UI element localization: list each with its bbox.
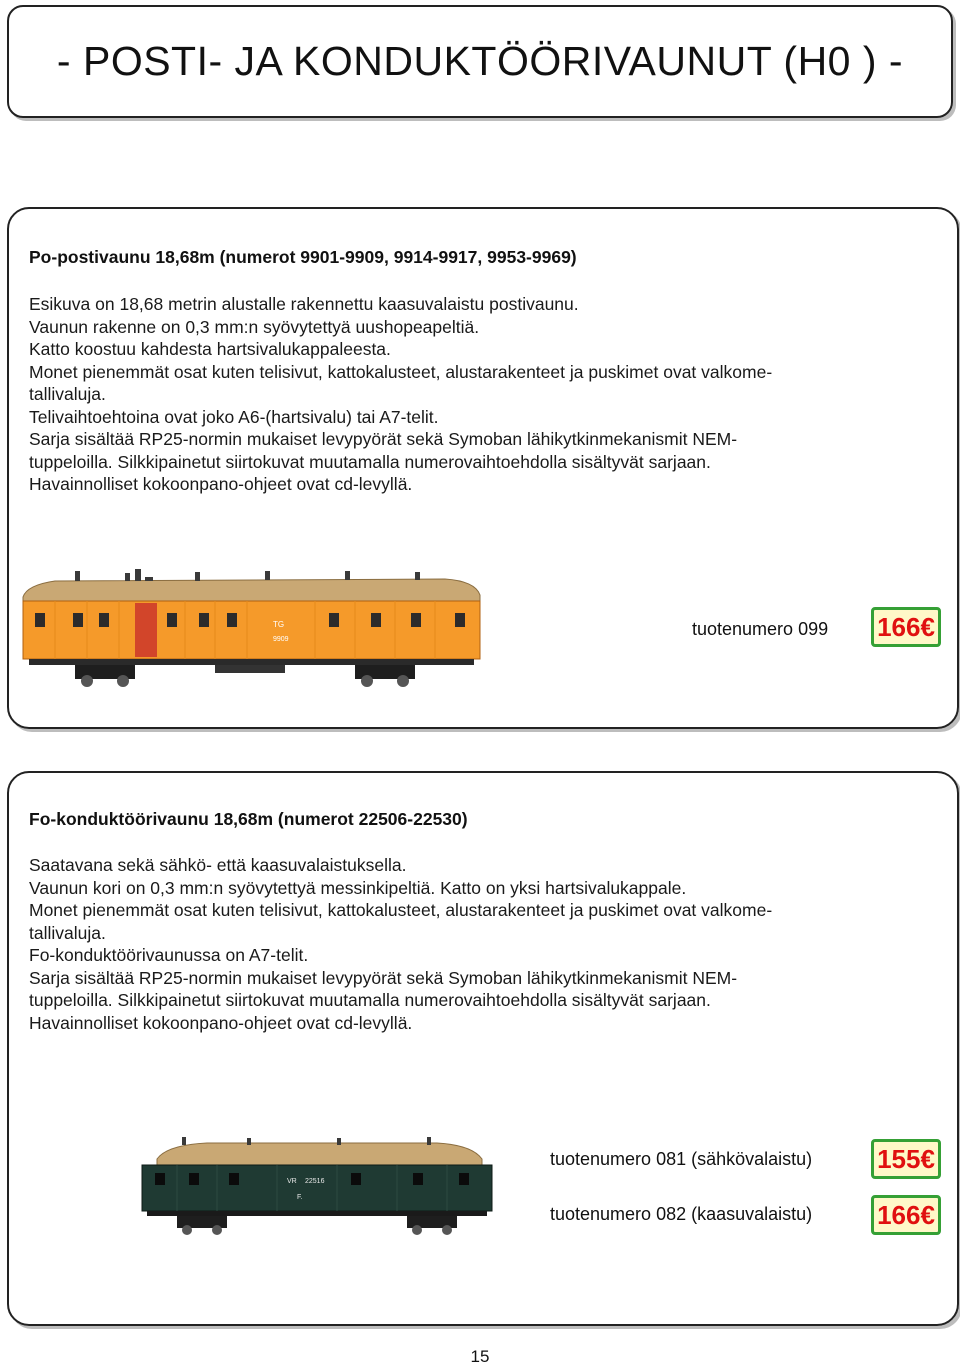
product-code-label: tuotenumero 099 xyxy=(692,619,829,639)
description-line: Katto koostuu kahdesta hartsivalukappaleesta. xyxy=(29,339,391,359)
description-line: Fo-konduktöörivaunussa on A7-telit. xyxy=(29,945,309,965)
car-operator: VR xyxy=(287,1178,297,1185)
car-number: 9909 xyxy=(273,636,289,643)
section-heading: Po-postivaunu 18,68m (numerot 9901-9909, 9914-9917, 9953-9969) xyxy=(29,247,577,267)
product-code-label: tuotenumero 081 (sähkövalaistu) xyxy=(550,1149,813,1169)
description-line: Monet pienemmät osat kuten telisivut, kattokalusteet, alustarakenteet ja puskimet ovat valkome- xyxy=(29,361,773,382)
orange-post-car-image xyxy=(15,569,485,689)
description-line: Sarja sisältää RP25-normin mukaiset levypyörät sekä Symoban lähikytkinmekanismit NEM- xyxy=(29,429,738,449)
title-box xyxy=(7,5,953,118)
section-description xyxy=(29,293,929,496)
green-conductor-car-image xyxy=(137,1137,497,1237)
description-line: Telivaihtoehtoina ovat joko A6-(hartsivalu) tai A7-telit. xyxy=(29,406,439,427)
page-title: - POSTI- JA KONDUKTÖÖRIVAUNUT (H0 ) - xyxy=(56,38,904,84)
price-value: 155€ xyxy=(877,1143,935,1174)
description-line: Vaunun kori on 0,3 mm:n syövytettyä messinkipeltiä. Katto on yksi hartsivalukappale. xyxy=(29,877,687,898)
price-badge xyxy=(871,1139,941,1179)
description-line: tuppeloilla. Silkkipainetut siirtokuvat muutamalla numerovaihtoehdolla sisältyvät sarjaan. xyxy=(29,990,711,1010)
price-value: 166€ xyxy=(877,611,935,642)
section-description xyxy=(29,854,929,1034)
price-badge xyxy=(871,607,941,647)
description-line: tallivaluja. xyxy=(29,384,106,404)
car-number: 22516 xyxy=(305,1178,325,1185)
description-line: Havainnolliset kokoonpano-ohjeet ovat cd-levyllä. xyxy=(29,1012,413,1033)
description-line: Saatavana sekä sähkö- että kaasuvalaistuksella. xyxy=(29,855,407,875)
description-line: Esikuva on 18,68 metrin alustalle rakennettu kaasuvalaistu postivaunu. xyxy=(29,294,579,314)
description-line: tallivaluja. xyxy=(29,922,106,943)
product-code-label: tuotenumero 082 (kaasuvalaistu) xyxy=(550,1204,813,1224)
description-line: Monet pienemmät osat kuten telisivut, kattokalusteet, alustarakenteet ja puskimet ovat valkome- xyxy=(29,900,773,920)
section-postivaunu xyxy=(7,207,959,729)
page-number: 15 xyxy=(470,1347,490,1366)
price-value: 166€ xyxy=(877,1199,935,1230)
price-badge xyxy=(871,1195,941,1235)
car-emblem: TG xyxy=(273,620,285,629)
section-konduktoorivaunu xyxy=(7,771,959,1326)
description-line: Sarja sisältää RP25-normin mukaiset levypyörät sekä Symoban lähikytkinmekanismit NEM- xyxy=(29,967,738,988)
description-line: Havainnolliset kokoonpano-ohjeet ovat cd-levyllä. xyxy=(29,474,413,494)
car-class: F. xyxy=(297,1194,303,1201)
section-heading: Fo-konduktöörivaunu 18,68m (numerot 22506-22530) xyxy=(29,809,468,829)
description-line: Vaunun rakenne on 0,3 mm:n syövytettyä uushopeapeltiä. xyxy=(29,316,480,337)
description-line: tuppeloilla. Silkkipainetut siirtokuvat muutamalla numerovaihtoehdolla sisältyvät sarjaan. xyxy=(29,451,711,472)
